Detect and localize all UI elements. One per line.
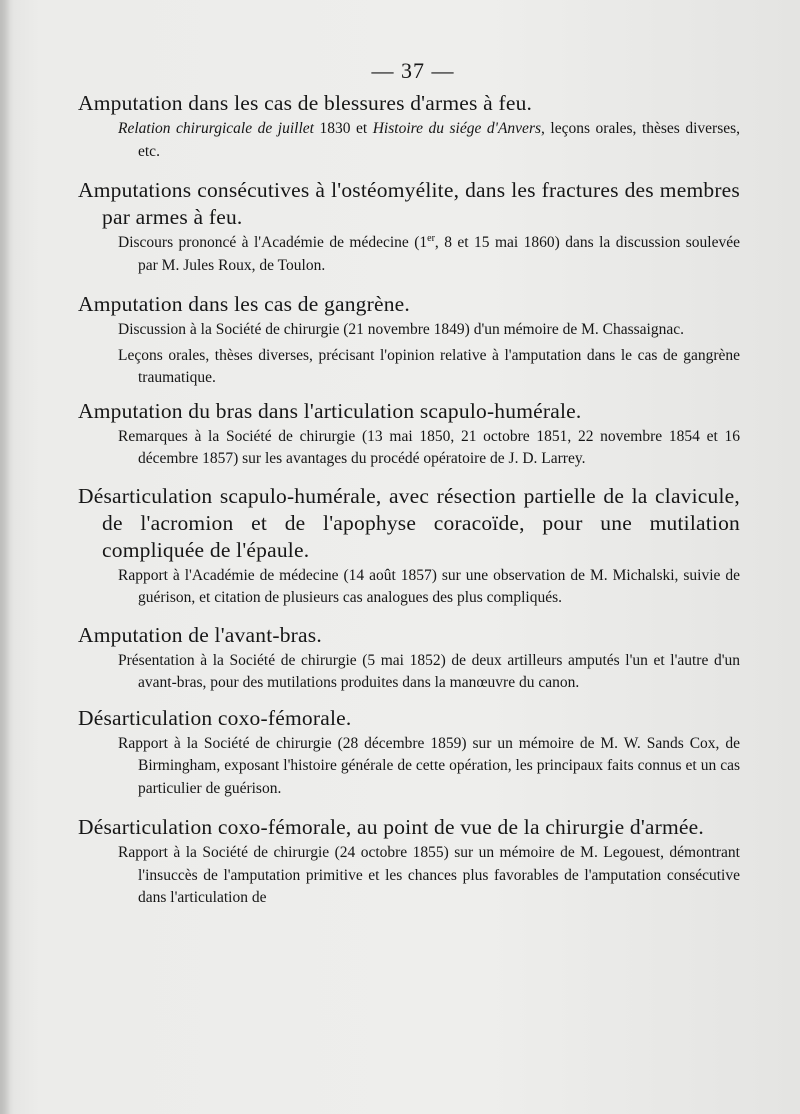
entry-amputation-bras: [78, 398, 740, 471]
entry-amputation-avant-bras: [78, 622, 740, 695]
entry-heading: Amputations consécutives à l'ostéomyélite, dans les fractures des membres par armes à feu.: [78, 178, 740, 229]
entry-paragraph: Remarques à la Société de chirurgie (13 mai 1850, 21 octobre 1851, 22 novembre 1854 et 16 décembre 1857) sur les avantages du procédé opératoire de J. D. Larrey.: [118, 427, 740, 467]
page-number: — 37 —: [371, 58, 455, 83]
entry-heading: Amputation de l'avant-bras.: [78, 622, 322, 647]
entry-paragraph: [78, 118, 740, 163]
entry-heading: Amputation dans les cas de gangrène.: [78, 292, 410, 316]
entry-desarticulation-coxo-armee: [78, 814, 740, 910]
paragraph-text: 1830 et: [313, 120, 373, 137]
entry-paragraph: Présentation à la Société de chirurgie (5 mai 1852) de deux artilleurs amputés l'un et l'autre d'un avant-bras, pour des mutilations produites dans la manœuvre du canon.: [118, 651, 740, 691]
entry-paragraph: Rapport à la Société de chirurgie (28 décembre 1859) sur un mémoire de M. W. Sands Cox, de Birmingham, exposant l'histoire générale de cette opération, les principaux faits connus et un cas particulier de guérison.: [118, 734, 740, 797]
entry-amputation-armes-feu: [78, 90, 740, 163]
italic-title: Relation chirurgicale de juillet: [118, 120, 314, 137]
paragraph-text: , leçons orales, thèses diverses, etc.: [138, 120, 741, 160]
entry-amputations-osteomyelite: [78, 177, 740, 277]
paragraph-text: , 8 et 15 mai 1860) dans la discussion soulevée par M. Jules Roux, de Toulon.: [138, 234, 740, 274]
superscript: er: [427, 232, 435, 244]
italic-title: Histoire du siége d'Anvers: [372, 120, 542, 137]
entry-paragraph: Discussion à la Société de chirurgie (21 novembre 1849) d'un mémoire de M. Chassaignac.: [118, 321, 684, 338]
entry-desarticulation-coxo: [78, 705, 740, 801]
entry-heading: Amputation du bras dans l'articulation scapulo-humérale.: [78, 398, 582, 423]
entry-amputation-gangrene: [78, 291, 740, 390]
entry-heading: Désarticulation scapulo-humérale, avec résection partielle de la clavicule, de l'acromion et de l'apophyse coracoïde, pour une mutilation compliquée de l'épaule.: [78, 483, 740, 562]
paragraph-text: Discours prononcé à l'Académie de médecine (1: [118, 234, 428, 251]
entry-heading: Désarticulation coxo-fémorale.: [78, 705, 352, 730]
entry-paragraph: [78, 232, 740, 277]
entry-heading: Amputation dans les cas de blessures d'armes à feu.: [78, 91, 533, 115]
entry-paragraph: Leçons orales, thèses diverses, précisant l'opinion relative à l'amputation dans le cas de gangrène traumatique.: [118, 346, 740, 386]
entry-paragraph: Rapport à la Société de chirurgie (24 octobre 1855) sur un mémoire de M. Legouest, démontrant l'insuccès de l'amputation primitive et les chances plus favorables de l'amputation consécutive dans l'articulation de: [118, 844, 740, 906]
entry-paragraph: Rapport à l'Académie de médecine (14 août 1857) sur une observation de M. Michalski, suivie de guérison, et citation de plusieurs cas analogues des plus compliqués.: [118, 566, 740, 606]
entry-desarticulation-scapulo: [78, 483, 740, 610]
entry-heading: Désarticulation coxo-fémorale, au point de vue de la chirurgie d'armée.: [78, 815, 704, 839]
